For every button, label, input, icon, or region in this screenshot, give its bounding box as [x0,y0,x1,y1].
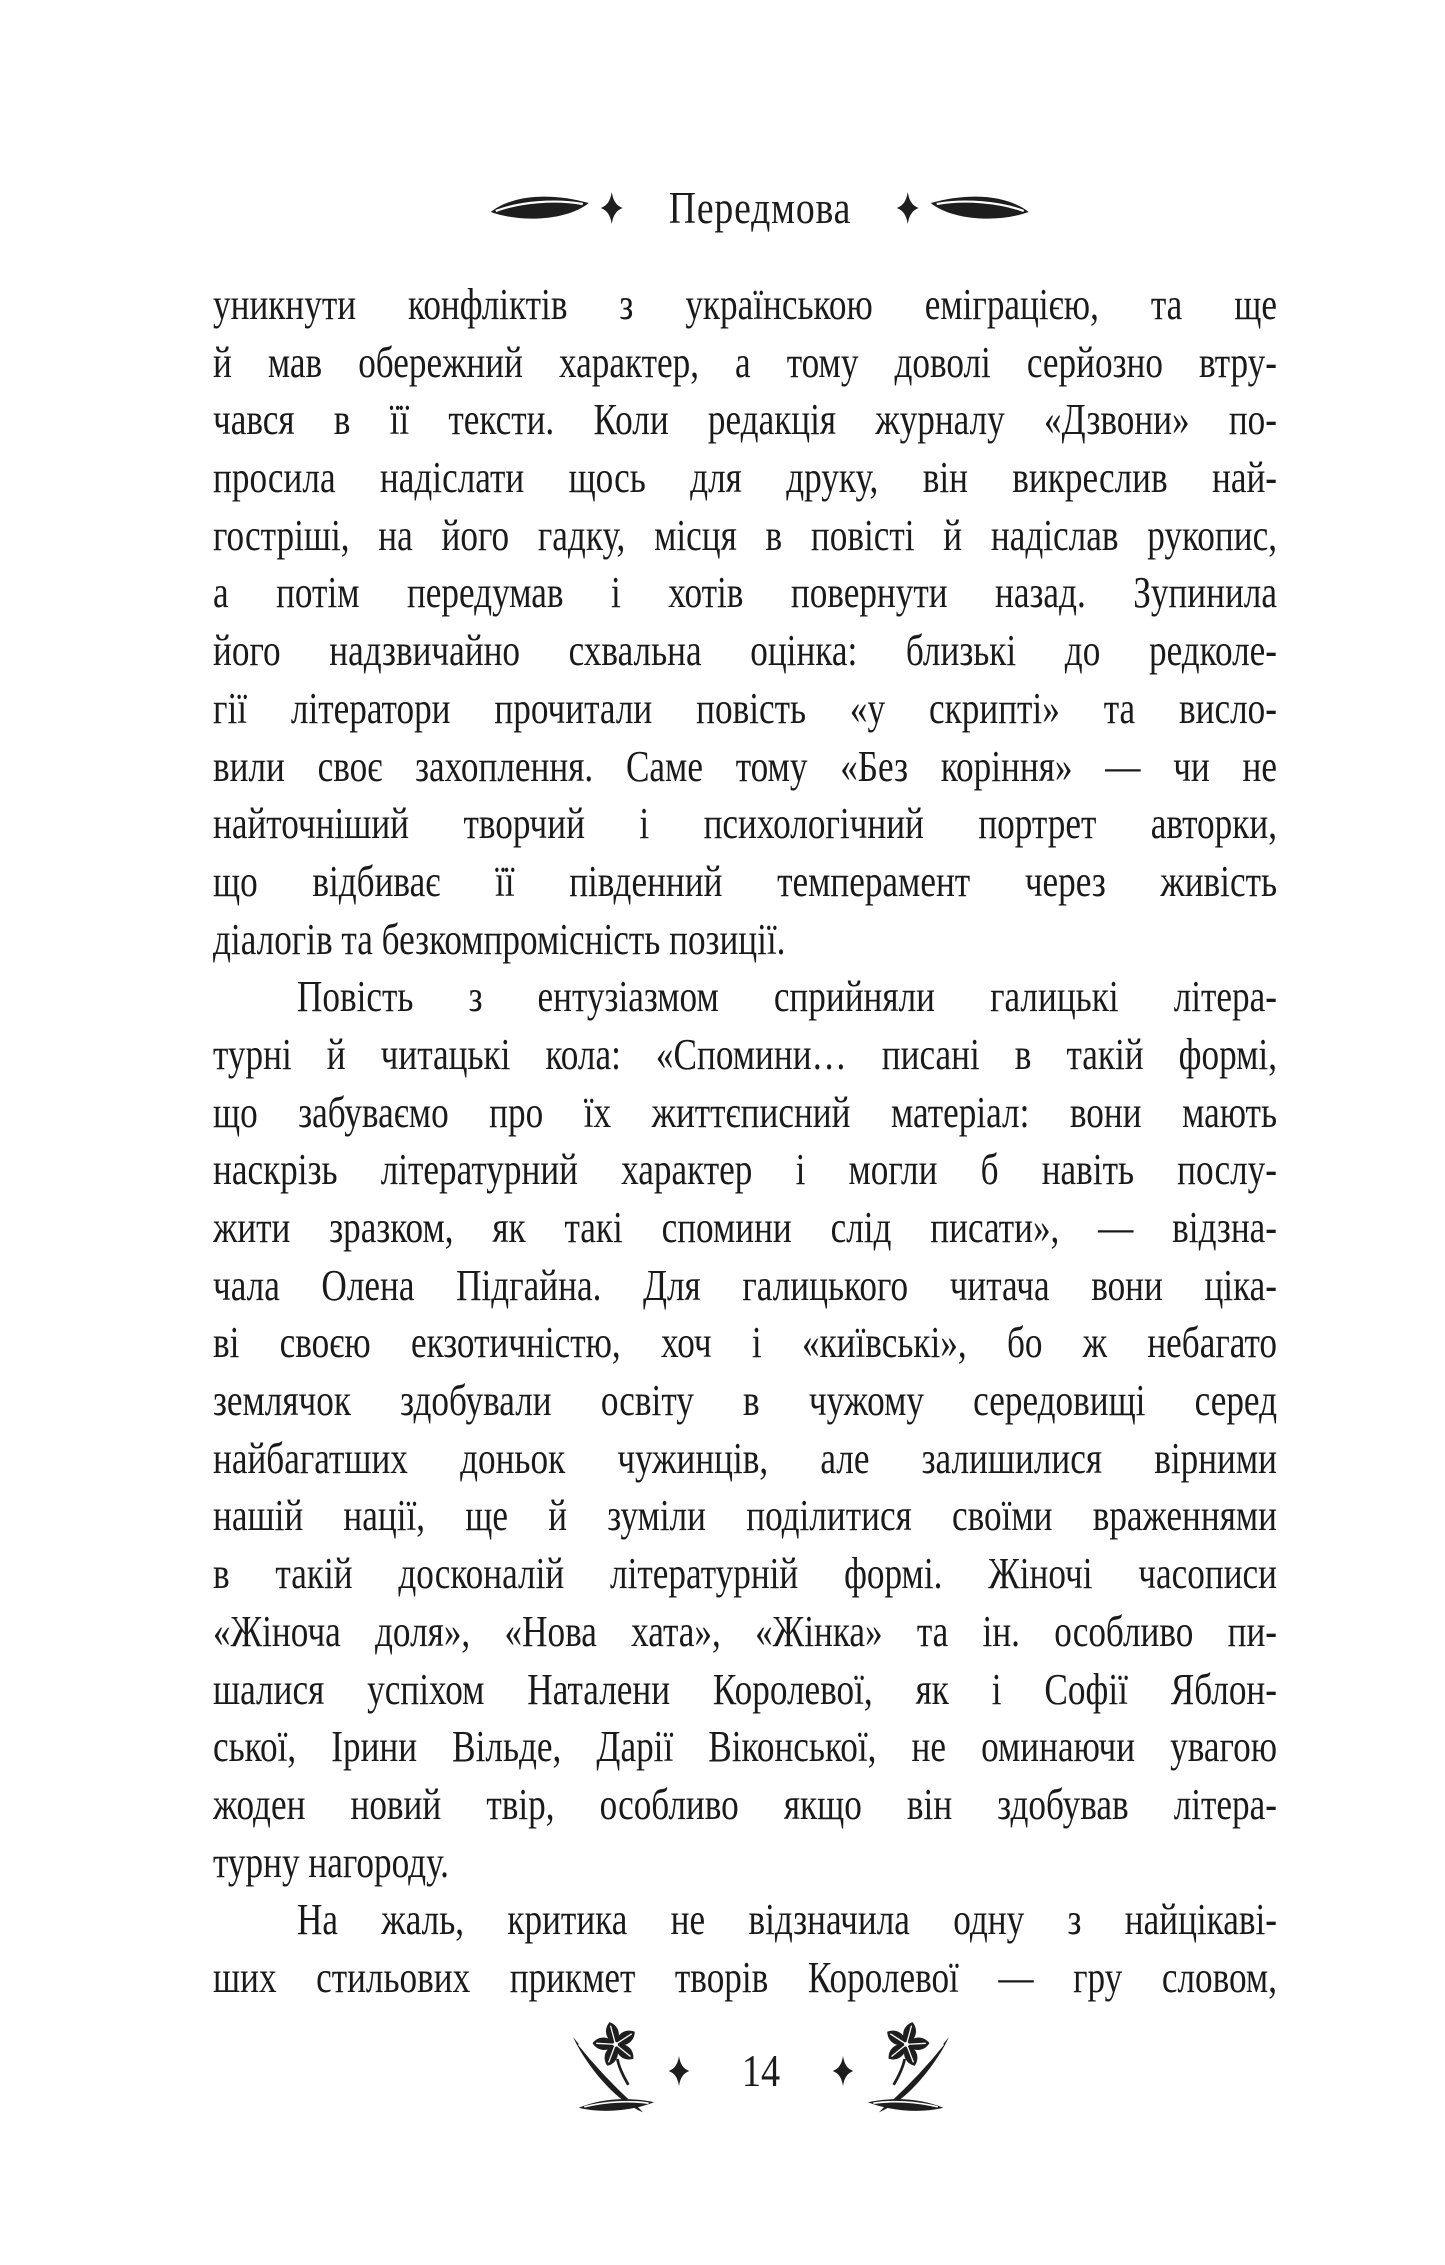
four-pointed-star-icon [831,2056,854,2086]
text-line: чала Олена Підгайна. Для галицького читача вони ціка- [213,1260,1277,1310]
text-line: турні й читацькі кола: «Спомини… писані в такій формі, [213,1029,1277,1079]
leaf-ornament-right-icon [929,193,1031,223]
text-line: жити зразком, як такі спомини слід писати», — відзна- [213,1203,1277,1252]
text-line: землячок здобували освіту в чужому середовищі серед [213,1376,1277,1426]
body-text [213,276,1277,2007]
flower-leaf-ornament-left-icon [569,2019,661,2123]
text-line: найбагатших доньок чужинців, але залишилися вірними [213,1433,1277,1483]
text-line: ві своєю екзотичністю, хоч і «київські», бо ж небагато [213,1318,1277,1368]
chapter-title: Передмова [668,182,851,233]
text-line: «Жіноча доля», «Нова хата», «Жінка» та ін. особливо пи- [213,1606,1277,1656]
text-line: а потім передумав і хотів повернути назад. Зупинила [213,568,1277,618]
four-pointed-star-icon [600,192,622,224]
text-line: в такій досконалій літературній формі. Жіночі часописи [213,1549,1277,1599]
text-line: вили своє захоплення. Саме тому «Без коріння» — чи не [213,741,1277,791]
text-line: жоден новий твір, особливо якщо він здобував літера- [213,1779,1277,1829]
text-line: ших стильових прикмет творів Королевої — гру словом, [213,1952,1277,2002]
text-line: На жаль, критика не відзначила одну з найцікаві- [297,1895,1277,1945]
text-line: чався в її тексти. Коли редакція журналу «Дзвони» по- [213,395,1277,445]
four-pointed-star-icon [667,2056,690,2086]
text-line: що забуваємо про їх життєписний матеріал: вони мають [213,1087,1277,1137]
chapter-header [488,184,1031,232]
text-line: що відбиває її південний темперамент через живість [213,856,1277,906]
text-line: найточніший творчий і психологічний портрет авторки, [213,799,1277,849]
text-line: турну нагороду. [213,1837,449,1887]
page-footer [569,2018,952,2124]
text-line: гостріші, на його гадку, місця в повісті й надіслав рукопис, [213,510,1277,560]
text-line: уникнути конфліктів з українською еміграцією, та ще [213,280,1277,329]
four-pointed-star-icon [897,192,919,224]
text-line: просила надіслати щось для друку, він викреслив най- [213,453,1277,503]
text-line: гії літератори прочитали повість «у скрипті» та висло- [213,683,1277,733]
page-number: 14 [741,2046,780,2096]
text-line: нашій нації, ще й зуміли поділитися своїми враженнями [213,1491,1277,1541]
text-line: його надзвичайно схвальна оцінка: близькі до редколе- [213,626,1277,676]
text-line: й мав обережний характер, а тому доволі серйозно втру- [213,337,1277,387]
text-line: наскрізь літературний характер і могли б навіть послу- [213,1145,1277,1195]
text-line: ської, Ірини Вільде, Дарії Віконської, не оминаючи увагою [213,1722,1277,1772]
leaf-ornament-left-icon [488,193,590,223]
text-line: Повість з ентузіазмом сприйняли галицькі літера- [297,972,1277,1022]
flower-leaf-ornament-right-icon [860,2019,952,2123]
text-line: діалогів та безкомпромісність позиції. [213,914,786,964]
text-line: шалися успіхом Наталени Королевої, як і Софії Яблон- [213,1664,1277,1714]
